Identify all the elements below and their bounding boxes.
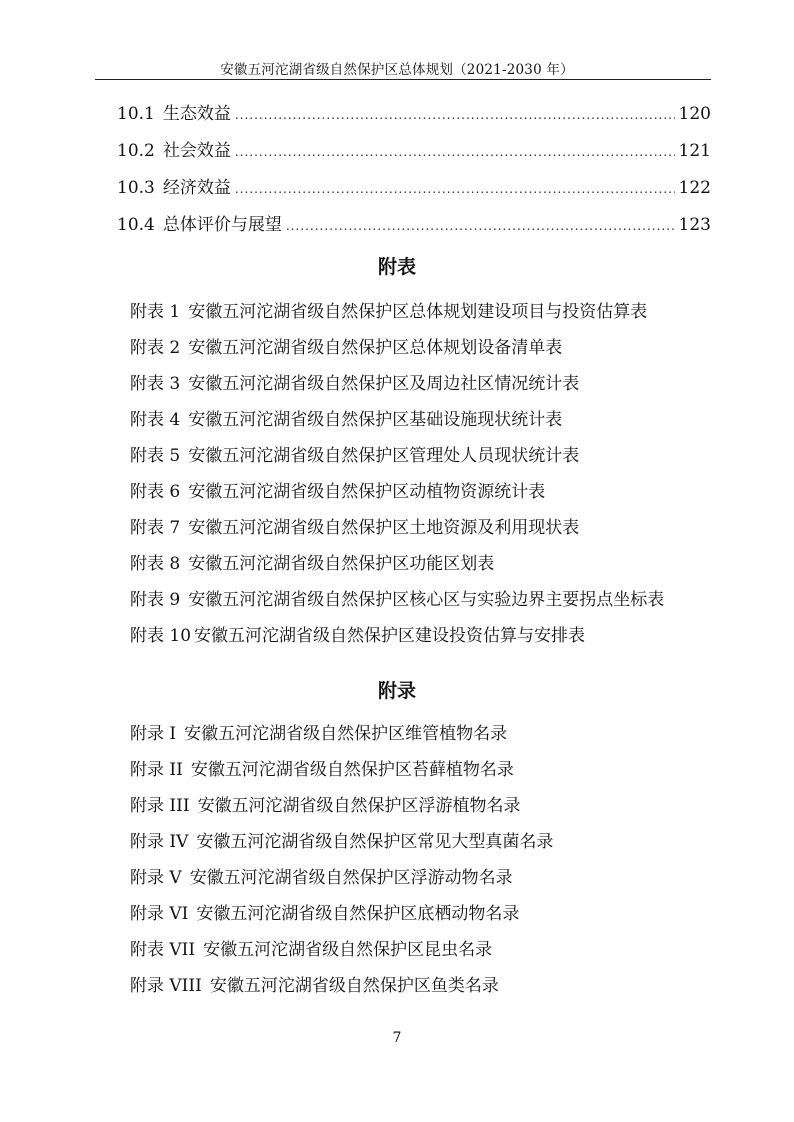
item-label: 附表 VII: [130, 940, 196, 960]
appendix-list-item[interactable]: [130, 788, 730, 824]
appendix-list-item[interactable]: [130, 932, 730, 968]
toc-dot-leader: [235, 171, 675, 208]
appendix-list-item[interactable]: [130, 824, 730, 860]
table-list-item[interactable]: [130, 582, 730, 618]
item-text: 安徽五河沱湖省级自然保护区浮游植物名录: [197, 796, 521, 816]
appendix-list-item[interactable]: [130, 968, 730, 1004]
header-rule: [95, 79, 711, 80]
table-list-item[interactable]: [130, 474, 730, 510]
item-text: 安徽五河沱湖省级自然保护区苔藓植物名录: [190, 760, 514, 780]
item-text: 安徽五河沱湖省级自然保护区土地资源及利用现状表: [188, 518, 580, 538]
toc-entry-number: 10.3: [117, 178, 155, 198]
appendix-list-item[interactable]: [130, 860, 730, 896]
tables-list: [130, 294, 730, 654]
item-text: 安徽五河沱湖省级自然保护区总体规划建设项目与投资估算表: [188, 302, 648, 322]
appendix-section-heading: 附录: [377, 680, 416, 702]
page-number: 7: [392, 1030, 402, 1046]
toc-entry-title: 经济效益: [162, 178, 231, 198]
item-label: 附录 II: [130, 760, 183, 780]
running-header: 安徽五河沱湖省级自然保护区总体规划（2021-2030 年）: [220, 62, 574, 78]
item-text: 安徽五河沱湖省级自然保护区底栖动物名录: [196, 904, 520, 924]
item-label: 附录 VIII: [130, 976, 202, 996]
item-label: 附录 IV: [130, 832, 189, 852]
toc-entry-title: 社会效益: [162, 141, 231, 161]
item-label: 附表 2: [130, 338, 181, 358]
toc-dot-leader: [286, 208, 675, 245]
table-list-item[interactable]: [130, 546, 730, 582]
toc-entry-page: 122: [678, 178, 711, 198]
table-list-item[interactable]: [130, 330, 730, 366]
toc-entry-page: 123: [678, 215, 711, 235]
item-text: 安徽五河沱湖省级自然保护区浮游动物名录: [189, 868, 513, 888]
toc-list: [117, 96, 711, 244]
toc-entry-title: 总体评价与展望: [162, 215, 282, 235]
table-list-item[interactable]: [130, 366, 730, 402]
toc-entry[interactable]: [117, 207, 711, 244]
item-text: 安徽五河沱湖省级自然保护区昆虫名录: [203, 940, 493, 960]
item-text: 安徽五河沱湖省级自然保护区维管植物名录: [184, 724, 508, 744]
table-list-item[interactable]: [130, 402, 730, 438]
item-text: 安徽五河沱湖省级自然保护区动植物资源统计表: [188, 482, 546, 502]
tables-section-heading: 附表: [377, 256, 416, 278]
toc-entry[interactable]: [117, 133, 711, 170]
item-text: 安徽五河沱湖省级自然保护区基础设施现状统计表: [188, 410, 563, 430]
item-label: 附录 III: [130, 796, 190, 816]
item-label: 附表 10: [130, 626, 192, 646]
item-text: 安徽五河沱湖省级自然保护区鱼类名录: [209, 976, 499, 996]
toc-entry-number: 10.2: [117, 141, 155, 161]
toc-entry-number: 10.4: [117, 215, 155, 235]
item-text: 安徽五河沱湖省级自然保护区及周边社区情况统计表: [188, 374, 580, 394]
table-list-item[interactable]: [130, 438, 730, 474]
toc-entry[interactable]: [117, 96, 711, 133]
item-label: 附录 VI: [130, 904, 189, 924]
appendix-list-item[interactable]: [130, 752, 730, 788]
toc-dot-leader: [235, 97, 675, 134]
toc-entry-page: 121: [678, 141, 711, 161]
toc-entry-number: 10.1: [117, 104, 155, 124]
item-label: 附表 1: [130, 302, 181, 322]
item-label: 附表 5: [130, 446, 181, 466]
toc-dot-leader: [235, 134, 675, 171]
item-text: 安徽五河沱湖省级自然保护区功能区划表: [188, 554, 495, 574]
appendix-list: [130, 716, 730, 1004]
item-label: 附表 9: [130, 590, 181, 610]
toc-entry[interactable]: [117, 170, 711, 207]
item-label: 附表 3: [130, 374, 181, 394]
table-list-item[interactable]: [130, 618, 730, 654]
item-label: 附表 7: [130, 518, 181, 538]
table-list-item[interactable]: [130, 510, 730, 546]
item-label: 附表 6: [130, 482, 181, 502]
item-text: 安徽五河沱湖省级自然保护区管理处人员现状统计表: [188, 446, 580, 466]
item-label: 附录 I: [130, 724, 177, 744]
appendix-list-item[interactable]: [130, 896, 730, 932]
toc-entry-page: 120: [678, 104, 711, 124]
item-label: 附表 4: [130, 410, 181, 430]
table-list-item[interactable]: [130, 294, 730, 330]
item-label: 附表 8: [130, 554, 181, 574]
item-text: 安徽五河沱湖省级自然保护区核心区与实验边界主要拐点坐标表: [188, 590, 665, 610]
item-text: 安徽五河沱湖省级自然保护区建设投资估算与安排表: [194, 626, 586, 646]
toc-entry-title: 生态效益: [162, 104, 231, 124]
appendix-list-item[interactable]: [130, 716, 730, 752]
item-text: 安徽五河沱湖省级自然保护区常见大型真菌名录: [196, 832, 554, 852]
item-label: 附录 V: [130, 868, 182, 888]
item-text: 安徽五河沱湖省级自然保护区总体规划设备清单表: [188, 338, 563, 358]
